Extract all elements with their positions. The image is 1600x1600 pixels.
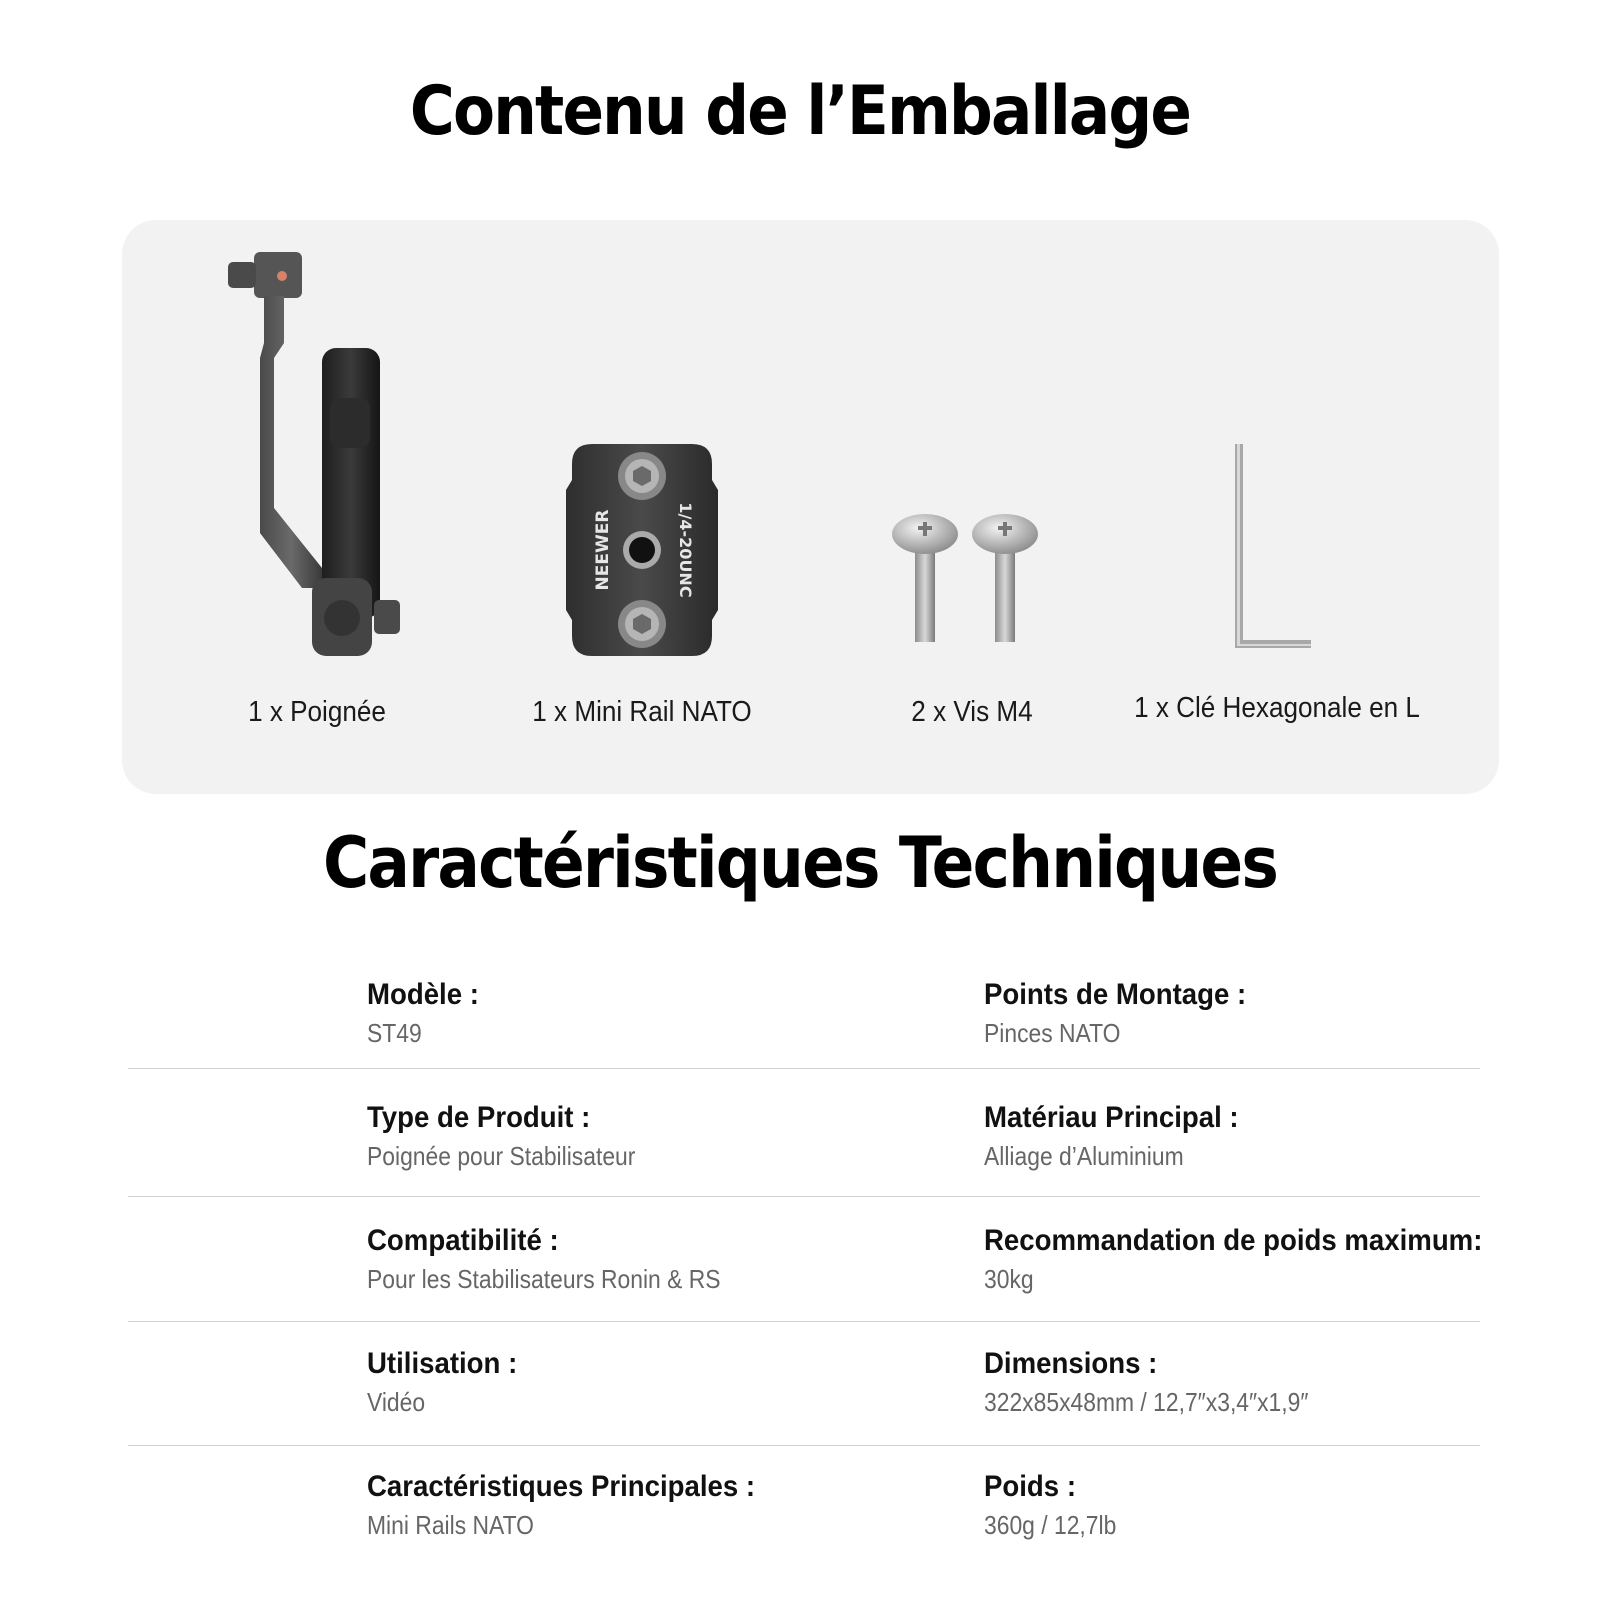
package-item-label: 1 x Clé Hexagonale en L: [1134, 692, 1420, 724]
package-contents-panel: [122, 220, 1499, 794]
spec-label: Recommandation de poids maximum:: [984, 1224, 1483, 1257]
spec-value: 322x85x48mm / 12,7″x3,4″x1,9″: [984, 1387, 1309, 1417]
spec-label: Poids :: [984, 1470, 1077, 1503]
package-item-label: 2 x Vis M4: [911, 696, 1033, 728]
spec-label: Dimensions :: [984, 1347, 1158, 1380]
package-item-hex-key: [1112, 220, 1442, 794]
package-item-screws: [842, 220, 1102, 794]
specs-table: [128, 960, 1483, 1575]
screw-right: [972, 514, 1038, 642]
spec-value: Mini Rails NATO: [367, 1510, 534, 1540]
spec-label: Compatibilité :: [367, 1224, 559, 1257]
spec-value: 360g / 12,7lb: [984, 1510, 1117, 1540]
spec-label: Modèle :: [367, 978, 479, 1011]
spec-row: [128, 1329, 1480, 1452]
hex-key-icon: [1227, 440, 1317, 660]
package-title: Contenu de l’Emballage: [409, 72, 1191, 151]
spec-label: Caractéristiques Principales :: [367, 1470, 756, 1503]
row-divider: [128, 1445, 1480, 1446]
spec-row: [128, 960, 1480, 1083]
row-divider: [128, 1196, 1480, 1197]
spec-label: Points de Montage :: [984, 978, 1247, 1011]
nato-rail-icon: [562, 440, 722, 660]
spec-value: Pinces NATO: [984, 1018, 1121, 1048]
spec-label: Utilisation :: [367, 1347, 518, 1380]
spec-label: Matériau Principal :: [984, 1101, 1239, 1134]
package-item-nato-rail: [502, 220, 782, 794]
row-divider: [128, 1321, 1480, 1322]
rail-brand-engraving: NEEWER: [593, 509, 613, 591]
spec-value: Pour les Stabilisateurs Ronin & RS: [367, 1264, 721, 1294]
package-item-label: 1 x Mini Rail NATO: [532, 696, 752, 728]
handle-icon: [202, 248, 402, 668]
spec-row: [128, 1452, 1480, 1575]
rail-thread-engraving: 1/4-20UNC: [676, 502, 695, 598]
spec-value: ST49: [367, 1018, 422, 1048]
package-item-handle: [182, 220, 452, 794]
specs-title: Caractéristiques Techniques: [322, 822, 1278, 904]
row-divider: [128, 1068, 1480, 1069]
package-item-label: 1 x Poignée: [248, 696, 386, 728]
spec-row: [128, 1083, 1480, 1206]
spec-value: 30kg: [984, 1264, 1034, 1294]
spec-label: Type de Produit :: [367, 1101, 591, 1134]
spec-value: Poignée pour Stabilisateur: [367, 1141, 636, 1171]
screws-icon: [878, 510, 1058, 650]
spec-row: [128, 1206, 1483, 1329]
spec-value: Vidéo: [367, 1387, 426, 1417]
screw-left: [892, 514, 958, 642]
spec-value: Alliage d’Aluminium: [984, 1141, 1184, 1171]
